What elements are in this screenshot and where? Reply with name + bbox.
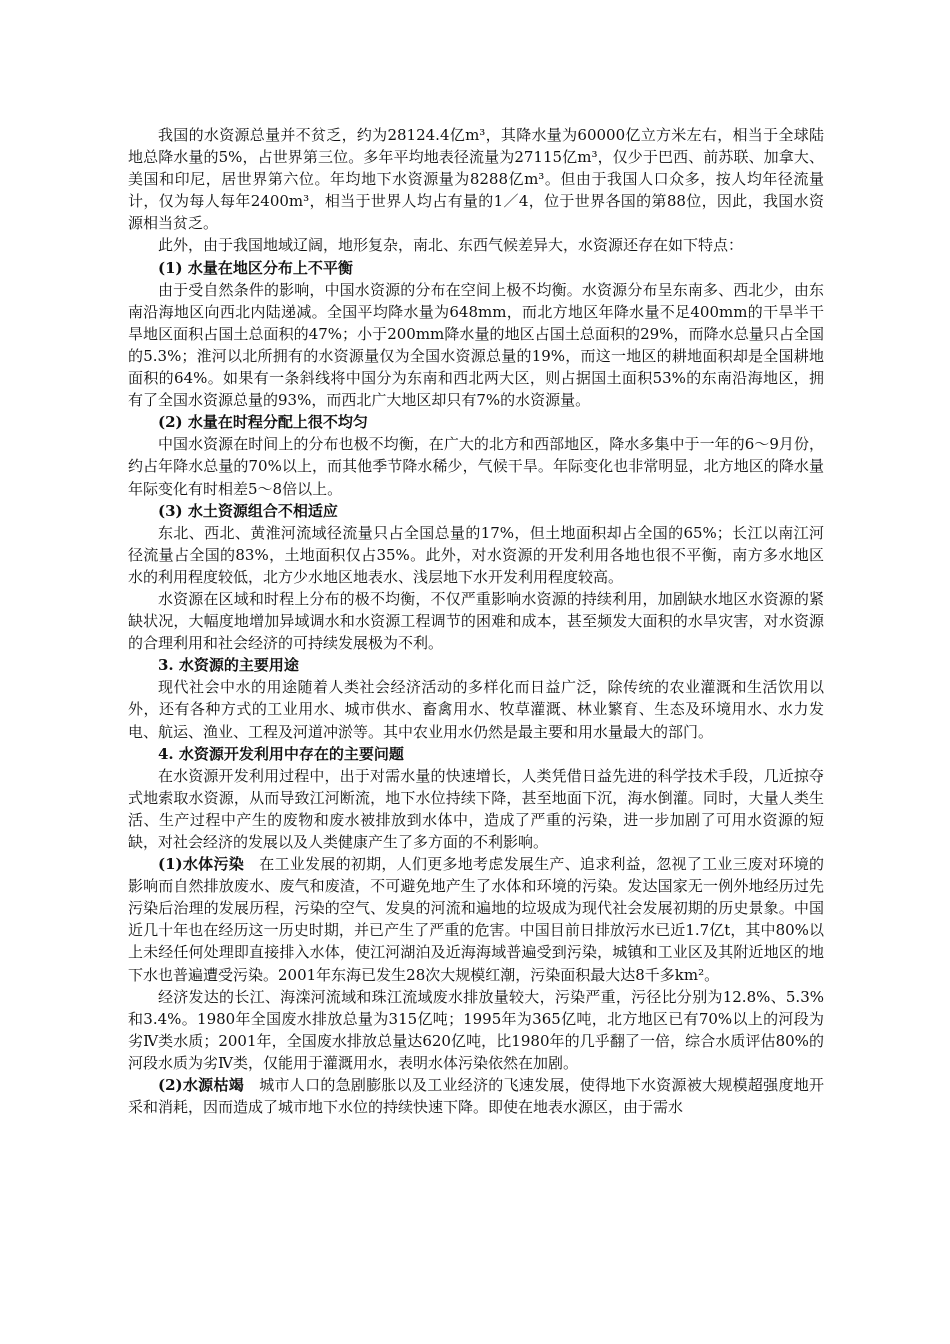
lead-water-depletion: (2)水源枯竭 <box>158 1076 244 1095</box>
heading-land-water-mismatch: (3) 水土资源组合不相适应 <box>158 501 338 520</box>
heading-main-uses: 3. 水资源的主要用途 <box>158 656 299 675</box>
paragraph-regional-distribution: 由于受自然条件的影响，中国水资源的分布在空间上极不均衡。水资源分布呈东南多、西北少，由东南沿海地区向西北内陆递减。全国平均降水量为648mm，而北方地区年降水量不足400mm的干旱半干旱地区面积占国土总面积的47%；小于200mm降水量的地区占国土总面积的29%，而降水总量只占全国的5.3%；淮河以北所拥有的水资源量仅为全国水资源总量的19%，而这一地区的耕地面积却是全国耕地面积的64%。如果有一条斜线将中国分为东南和西北两大区，则占据国土面积53%的东南沿海地区，拥有了全国水资源总量的93%，而西北广大地区却只有7%的水资源量。 <box>128 280 824 410</box>
paragraph-land-water-mismatch: 东北、西北、黄淮河流域径流量只占全国总量的17%，但土地面积却占全国的65%；长江以南江河径流量占全国的83%，土地面积仅占35%。此外，对水资源的开发利用各地也很不平衡，南方多水地区水的利用程度较低，北方少水地区地表水、浅层地下水开发利用程度较高。 <box>128 523 824 586</box>
heading-main-problems: 4. 水资源开发利用中存在的主要问题 <box>158 744 404 763</box>
paragraph-uneven-impact: 水资源在区域和时程上分布的极不均衡，不仅严重影响水资源的持续利用，加剧缺水地区水资源的紧缺状况，大幅度地增加异域调水和水资源工程调节的困难和成本，甚至频发大面积的水旱灾害，对水资源的合理利用和社会经济的可持续发展极为不利。 <box>128 589 824 653</box>
document-body <box>128 124 824 1118</box>
paragraph-main-uses: 现代社会中水的用途随着人类社会经济活动的多样化而日益广泛，除传统的农业灌溉和生活饮用以外，还有各种方式的工业用水、城市供水、畜禽用水、牧草灌溉、林业繁育、生态及环境用水、水力发电、航运、渔业、工程及河道冲淤等。其中农业用水仍然是最主要和用水量最大的部门。 <box>128 678 824 741</box>
lead-water-pollution: (1)水体污染 <box>158 855 244 874</box>
paragraph-pollution-statistics: 经济发达的长江、海滦河流域和珠江流域废水排放量较大，污染严重，污径比分别为12.8%、5.3%和3.4%。1980年全国废水排放总量为315亿吨；1995年为365亿吨，北方地区已有70%以上的河段为劣Ⅳ类水质；2001年，全国废水排放总量达620亿吨，比1980年的几乎翻了一倍，综合水质评估80%的河段水质为劣Ⅳ类，仅能用于灌溉用水，表明水体污染依然在加剧。 <box>128 987 824 1072</box>
heading-regional-distribution: (1) 水量在地区分布上不平衡 <box>158 258 353 277</box>
paragraph-water-pollution <box>128 853 824 986</box>
paragraph-water-total: 我国的水资源总量并不贫乏，约为28124.4亿m³，其降水量为60000亿立方米左右，相当于全球陆地总降水量的5%，占世界第三位。多年平均地表径流量为27115亿m³，仅少于巴西、前苏联、加拿大、美国和印尼，居世界第六位。年均地下水资源量为8288亿m³。但由于我国人口众多，按人均年径流量计，仅为每人每年2400m³，相当于世界人均占有量的1／4，位于世界各国的第88位，因此，我国水资源相当贫乏。 <box>128 126 824 233</box>
paragraph-features-intro: 此外，由于我国地域辽阔，地形复杂，南北、东西气候差异大，水资源还存在如下特点： <box>158 236 744 255</box>
paragraph-main-problems: 在水资源开发利用过程中，出于对需水量的快速增长，人类凭借日益先进的科学技术手段，几近掠夺式地索取水资源，从而导致江河断流，地下水位持续下降，甚至地面下沉，海水倒灌。同时，大量人类生活、生产过程中产生的废物和废水被排放到水体中，造成了严重的污染，进一步加剧了可用水资源的短缺，对社会经济的发展以及人类健康产生了多方面的不利影响。 <box>128 766 824 851</box>
paragraph-temporal-distribution: 中国水资源在时间上的分布也极不均衡，在广大的北方和西部地区，降水多集中于一年的6～9月份，约占年降水总量的70%以上，而其他季节降水稀少，气候干旱。年际变化也非常明显，北方地区的降水量年际变化有时相差5～8倍以上。 <box>128 435 824 498</box>
text-water-pollution: 在工业发展的初期，人们更多地考虑发展生产、追求利益，忽视了工业三废对环境的影响而自然排放废水、废气和废渣，不可避免地产生了水体和环境的污染。发达国家无一例外地经历过先污染后治理的发展历程，污染的空气、发臭的河流和遍地的垃圾成为现代社会发展初期的历史景象。中国近几十年也在经历这一历史时期，并已产生了严重的危害。中国目前日排放污水已近1.7亿t，其中80%以上未经任何处理即直接排入水体，使江河湖泊及近海海域普遍受到污染，城镇和工业区及其附近地区的地下水也普遍遭受污染。2001年东海已发生28次大规模红潮，污染面积最大达8千多km²。 <box>128 855 824 984</box>
heading-temporal-distribution: (2) 水量在时程分配上很不均匀 <box>158 413 368 432</box>
text-water-depletion: 城市人口的急剧膨胀以及工业经济的飞速发展，使得地下水资源被大规模超强度地开采和消耗，因而造成了城市地下水位的持续快速下降。即使在地表水源区，由于需水 <box>128 1076 824 1117</box>
paragraph-water-depletion <box>128 1074 824 1118</box>
